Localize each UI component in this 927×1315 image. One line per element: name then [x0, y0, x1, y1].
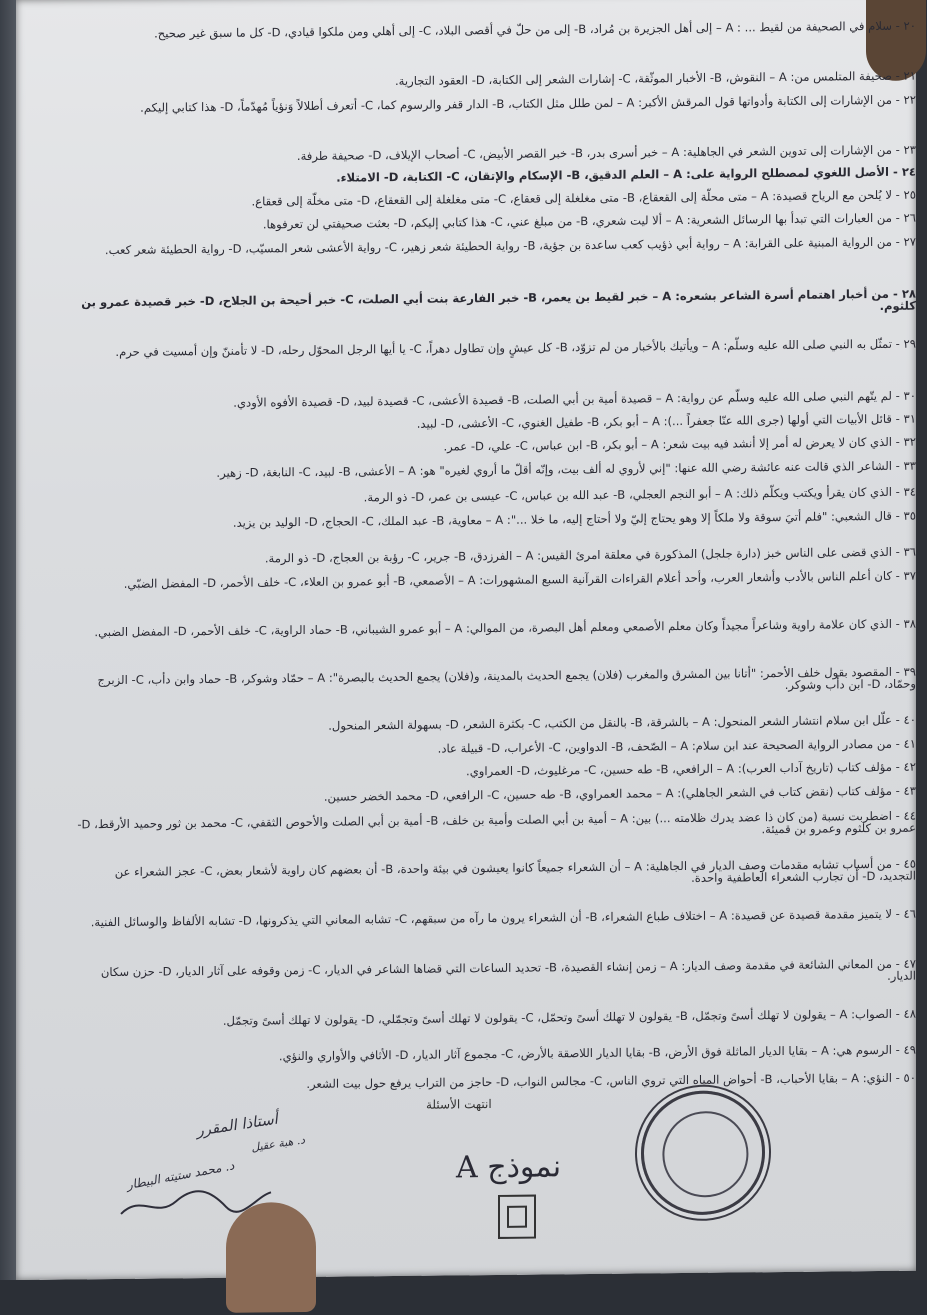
question-50: ٥٠ - النؤي: A – بقايا الأحباب، B- أحواض المياه التي تروي الناس، C- مجالس النواب، D- حاجز من التراب يرفع حول بيت الشعر. — [306, 1070, 916, 1091]
question-35: ٣٥ - قال الشعبي: "فلم أتيَ سوقة ولا ملكاً إلا وهو يحتاج إليّ ولا أحتاج إليه، ما خلا ...": A – معاوية، B- عبد الملك، C- الحجاج، D- الوليد بن يزيد. — [232, 508, 916, 530]
question-46: ٤٦ - لا يتميز مقدمة قصيدة عن قصيدة: A – اختلاف طباع الشعراء، B- أن الشعراء يرون ما رآه من سبقهم، C- تشابه المعاني التي يذكرونها، D- تشابه الألفاظ والوسائل الفنية. — [90, 906, 916, 930]
question-34: ٣٤ - الذي كان يقرأ ويكتب ويكلّم ذلك: A – أبو النجم العجلي، B- عبد الله بن عباس، C- عيسى بن عمر، D- ذو الرمة. — [363, 484, 916, 505]
question-40: ٤٠ - علّل ابن سلام انتشار الشعر المنحول: A – بالشرقة، B- بالنقل من الكتب، C- بكثرة الشعر، D- بسهولة الشعر المنحول. — [328, 712, 916, 733]
question-44: ٤٤ - اضطربت نسبة (من كان ذا عضد يدرك ظلامته ...) بين: A – أمية بن أبي الصلت وأمية بن خلف، B- أمية بن أبي الصلت والأحوص الثقفي، C- محمد بن ثور وحميد الأرقط، D- عمرو بن كلثوم وعمرو بن قميئة. — [77, 808, 916, 836]
question-28: ٢٨ - من أخبار اهتمام أسرة الشاعر بشعره: A – خبر لقيط بن يعمر، B- خبر الفارعة بنت أبي الصلت، C- خبر أحيحة بن الجلاح، D- خبر قصيدة عمرو بن كلثوم. — [81, 286, 916, 313]
exam-sheet — [16, 0, 916, 1280]
question-48: ٤٨ - الصواب: A – يقولون لا تهلك أسىً وتجمّل، B- يقولون لا تهلك أسىً وتحمّل، C- يقولون لا تهلك أسىً وتجمّلي، D- يقولون لا تهلك أسىً وتجمّل. — [222, 1006, 916, 1028]
question-25: ٢٥ - لا يُلحن مع الرياح قصيدة: A – متى محلّة إلى القعقاع، B- متى مغلغلة إلى قعقاع، C- متى مغلغلة إلى القعقاع، D- متى مخلّة إلى قعقاع. — [251, 187, 916, 209]
question-20: ٢٠ - سلام في الصحيفة من لقيط ... : A – إلى أهل الجزيرة بن مُراد، B- إلى من حلّ في أقصى البلاد، C- إلى أهلي ومن ملكوا قيادي، D- كل ما سبق غير صحيح. — [154, 18, 916, 41]
decorative-seal-icon — [498, 1195, 536, 1239]
finger-bottom — [226, 1202, 316, 1313]
question-45: ٤٥ - من أسباب تشابه مقدمات وصف الديار في الجاهلية: A – أن الشعراء جميعاً كانوا يعيشون في بيئة واحدة، B- أن بعضهم كان راوية لأشعار بعض، C- عجز الشعراء عن التجديد، D- أن تجارب الشعراء العاطفية واحدة. — [114, 856, 916, 885]
question-39: ٣٩ - المقصود بقول خلف الأحمر: "أتانا بين المشرق والمغرب (فلان) يجمع الحديث بالمدينة، و(فلان) يجمع الحديث بالبصرة": A – حمّاد وشوكر، B- حماد وابن دأب، C- الزبرج وحمّاد، D- ابن دأب وشوكر. — [97, 664, 916, 692]
official-stamp — [628, 1077, 778, 1228]
question-26: ٢٦ - من العبارات التي تبدأ بها الرسائل الشعرية: A – ألا ليت شعري، B- من مبلغ عني، C- هذا كتابي إليكم، D- بعثت صحيفتي لن تعرفوها. — [262, 210, 916, 232]
question-30: ٣٠ - لم يتّهم النبي صلى الله عليه وسلّم عن رواية: A – قصيدة أمية بن أبي الصلت، B- قصيدة الأعشى، C- قصيدة لبيد، D- قصيدة الأفوه الأودي. — [233, 388, 916, 410]
end-of-questions: انتهت الأسئلة — [426, 1097, 492, 1112]
question-29: ٢٩ - تمثّل به النبي صلى الله عليه وسلّم: A – ويأتيك بالأخبار من لم تزوّد، B- كل عيشٍ وإن تطاول دهراً، C- يا أيها الرجل المحوّل رحله، D- لا تأمننّ وإن أمسيت في حرم. — [115, 336, 916, 359]
question-31: ٣١ - قائل الأبيات التي أولها (جرى الله عنّا جعفراً ...): A – أبو بكر، B- طفيل الغنوي، C- الأعشى، D- لبيد. — [416, 411, 916, 431]
question-33: ٣٣ - الشاعر الذي قالت عنه عائشة رضي الله عنها: "إني لأروي له ألف بيت، وإنّه أقلّ ما أروي لغيره" هو: A – الأعشى، B- لبيد، C- النابغة، D- زهير. — [216, 458, 916, 480]
exam-model-label: نموذج A — [456, 1149, 562, 1186]
questions-block — [76, 0, 916, 1091]
question-47: ٤٧ - من المعاني الشائعة في مقدمة وصف الديار: A – زمن إنشاء القصيدة، B- تحديد الساعات التي قضاها الشاعر في الديار، C- زمن وقوفه على آثار الديار، D- حزن سكان الديار. — [100, 956, 916, 983]
question-21: ٢١ - صحيفة المتلمس من: A – النقوش، B- الأخبار الموثّقة، C- إشارات الشعر إلى الكتابة، D- العقود التجارية. — [394, 68, 916, 89]
stamp-inner-ring — [653, 1102, 757, 1207]
professor-1-name: د. هبة عقيل — [250, 1133, 306, 1155]
question-36: ٣٦ - الذي قضى على الناس خبز (دارة جلجل) المذكورة في معلقة امرئ القيس: A – الفرزدق، B- جرير، C- رؤبة بن العجاج، D- ذو الرمة. — [264, 544, 916, 566]
question-27: ٢٧ - من الرواية المبنية على القرابة: A – رواية أبي ذؤيب كعب ساعدة بن جؤية، B- رواية الحطيئة شعر زهير، C- رواية الأعشى شعر المسيّب، D- رواية الحطيئة شعر كعب. — [104, 234, 916, 258]
question-37: ٣٧ - كان أعلم الناس بالأدب وأشعار العرب، وأحد أعلام القراءات القرآنية السبع المشهورات: A – الأصمعي، B- أبو عمرو بن العلاء، C- خلف الأحمر، D- المفضل الضبّي. — [123, 568, 916, 591]
question-41: ٤١ - من مصادر الرواية الصحيحة عند ابن سلام: A – الصّحف، B- الدواوين، C- الأعراب، D- قبيلة عاد. — [437, 736, 916, 756]
professor-2-name: د. محمد ستيته البيطار — [125, 1158, 236, 1193]
question-42: ٤٢ - مؤلف كتاب (تاريخ آداب العرب): A – الرافعي، B- طه حسين، C- مرغليوث، D- العمراوي. — [466, 759, 916, 779]
question-24: ٢٤ - الأصل اللغوي لمصطلح الرواية على: A – العلم الدقيق، B- الإسكام والإتقان، C- الكتابة، D- الامتلاء. — [336, 164, 916, 185]
question-38: ٣٨ - الذي كان علامة راوية وشاعراً مجيداً وكان معلم الأصمعي ومعلم أهل البصرة، من الموالي: A – أبو عمرو الشيباني، B- حماد الراوية، C- خلف الأحمر، D- المفضل الضبي. — [94, 616, 916, 640]
question-22: ٢٢ - من الإشارات إلى الكتابة وأدواتها قول المرقش الأكبر: A – لمن طلل مثل الكتاب، B- الدار قفر والرسوم كما، C- أتعرف أطلالاً وَنؤياً مُهدّماً، D- هذا كتابي إليكم. — [140, 92, 916, 115]
question-23: ٢٣ - من الإشارات إلى تدوين الشعر في الجاهلية: A – خبر أسرى بدر، B- خبر القصر الأبيض، C- أصحاب الإيلاف، D- صحيفة طرفة. — [296, 142, 916, 164]
question-43: ٤٣ - مؤلف كتاب (نقض كتاب في الشعر الجاهلي): A – محمد العمراوي، B- طه حسين، C- الرافعي، D- محمد الخضر حسين. — [323, 783, 916, 804]
question-49: ٤٩ - الرسوم هي: A – بقايا الديار الماثلة فوق الأرض، B- بقايا الديار اللاصقة بالأرض، C- مجموع آثار الديار، D- الأثافي والأواري والنؤي. — [278, 1042, 916, 1064]
question-32: ٣٢ - الذي كان لا يعرض له أمر إلا أنشد فيه بيت شعر: A – أبو بكر، B- ابن عباس، C- علي، D- عمر. — [443, 434, 916, 454]
professors-label: أستاذا المقرر — [195, 1109, 279, 1140]
